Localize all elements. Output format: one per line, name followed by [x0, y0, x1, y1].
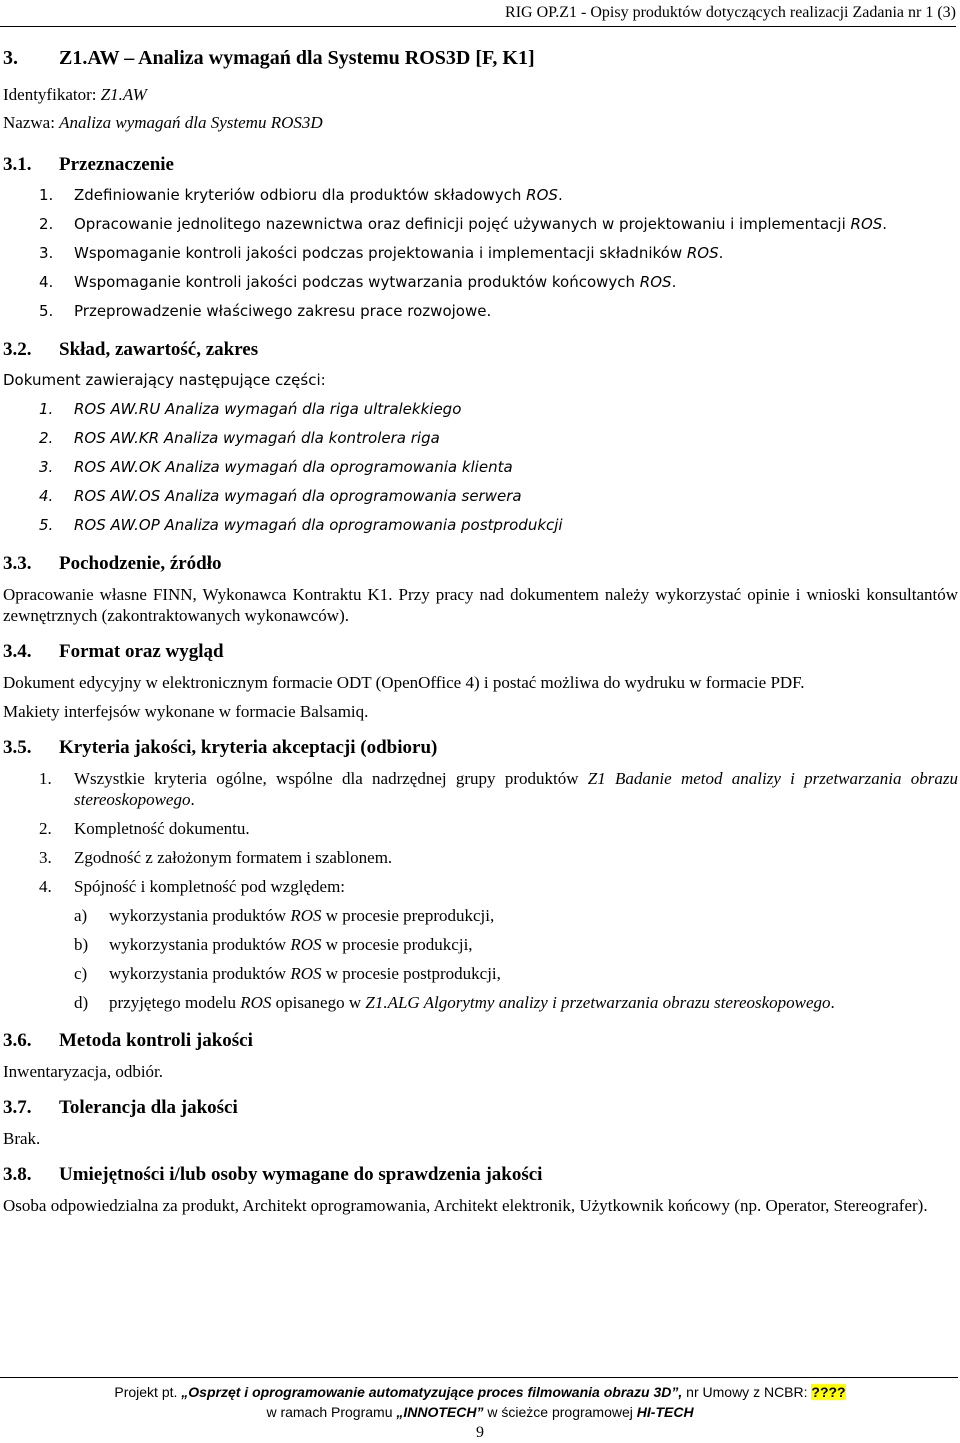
- subsection-heading-3-8: 3.8. Umiejętności i/lub osoby wymagane do sprawdzenia jakości: [3, 1164, 543, 1185]
- list-item: 5. ROS AW.OP Analiza wymagań dla oprogramowania postprodukcji: [39, 516, 563, 534]
- subsection-heading-3-2: 3.2. Skład, zawartość, zakres: [3, 339, 259, 360]
- list-item: 2. ROS AW.KR Analiza wymagań dla kontrolera riga: [39, 429, 440, 447]
- footer-line-1: Projekt pt. „Osprzęt i oprogramowanie automatyzujące proces filmowania obrazu 3D”, nr Umowy z NCBR: ????: [114, 1384, 846, 1400]
- list-item: 5. Przeprowadzenie właściwego zakresu prace rozwojowe.: [39, 302, 492, 320]
- list-item: a) wykorzystania produktów ROS w procesie preprodukcji,: [74, 906, 495, 925]
- page-number: 9: [476, 1424, 484, 1441]
- subsection-heading-3-1: 3.1. Przeznaczenie: [3, 154, 174, 175]
- list-item: 4. ROS AW.OS Analiza wymagań dla oprogramowania serwera: [39, 487, 522, 505]
- running-header: RIG OP.Z1 - Opisy produktów dotyczących realizacji Zadania nr 1 (3): [0, 2, 956, 27]
- subsection-heading-3-4: 3.4. Format oraz wygląd: [3, 641, 224, 662]
- list-item: 1. Wszystkie kryteria ogólne, wspólne dla nadrzędnej grupy produktów Z1 Badanie metod analizy i przetwarzania obrazu stereoskopowego.: [39, 769, 958, 809]
- document-body: [3, 46, 958, 1224]
- footer-divider: [0, 1377, 958, 1378]
- list-item: 2. Kompletność dokumentu.: [39, 819, 250, 838]
- criteria-list: [3, 768, 958, 897]
- origin-text: Opracowanie własne FINN, Wykonawca Kontraktu K1. Przy pracy nad dokumentem należy wykorzystać opinie i wnioski konsultantów zewnętrznych (zakontraktowanych wykonawców).: [3, 585, 958, 625]
- tolerance-text: Brak.: [3, 1129, 41, 1148]
- running-footer: [0, 1382, 960, 1422]
- format-text-1: Dokument edycyjny w elektronicznym formacie ODT (OpenOffice 4) i postać możliwa do wydruku w formacie PDF.: [3, 673, 805, 692]
- footer-line-2: w ramach Programu „INNOTECH” w ścieżce programowej HI-TECH: [266, 1404, 694, 1420]
- subsection-heading-3-3: 3.3. Pochodzenie, źródło: [3, 553, 222, 574]
- list-item: 4. Spójność i kompletność pod względem:: [39, 877, 346, 896]
- name-line: Nazwa: Analiza wymagań dla Systemu ROS3D: [3, 113, 323, 132]
- list-item: d) przyjętego modelu ROS opisanego w Z1.ALG Algorytmy analizy i przetwarzania obrazu stereoskopowego.: [74, 993, 835, 1012]
- list-item: 2. Opracowanie jednolitego nazewnictwa oraz definicji pojęć używanych w projektowaniu i implementacji ROS.: [39, 215, 888, 233]
- control-method-text: Inwentaryzacja, odbiór.: [3, 1062, 164, 1081]
- list-item: 1. ROS AW.RU Analiza wymagań dla riga ultralekkiego: [39, 400, 462, 418]
- composition-list: [3, 399, 958, 536]
- section-title: 3. Z1.AW – Analiza wymagań dla Systemu ROS3D [F, K1]: [3, 47, 535, 69]
- subsection-heading-3-7: 3.7. Tolerancja dla jakości: [3, 1097, 238, 1118]
- composition-intro: Dokument zawierający następujące części:: [3, 371, 326, 389]
- skills-text: Osoba odpowiedzialna za produkt, Architekt oprogramowania, Architekt elektronik, Użytkownik końcowy (np. Operator, Stereografer).: [3, 1196, 928, 1215]
- list-item: b) wykorzystania produktów ROS w procesie produkcji,: [74, 935, 473, 954]
- list-item: 3. Wspomaganie kontroli jakości podczas projektowania i implementacji składników ROS.: [39, 244, 724, 262]
- list-item: 1. Zdefiniowanie kryteriów odbioru dla produktów składowych ROS.: [39, 186, 563, 204]
- list-item: 3. ROS AW.OK Analiza wymagań dla oprogramowania klienta: [39, 458, 513, 476]
- list-item: 3. Zgodność z założonym formatem i szablonem.: [39, 848, 393, 867]
- format-text-2: Makiety interfejsów wykonane w formacie Balsamiq.: [3, 702, 369, 721]
- list-item: 4. Wspomaganie kontroli jakości podczas wytwarzania produktów końcowych ROS.: [39, 273, 677, 291]
- criteria-sublist: [3, 905, 958, 1013]
- subsection-heading-3-5: 3.5. Kryteria jakości, kryteria akceptacji (odbioru): [3, 737, 438, 758]
- subsection-heading-3-6: 3.6. Metoda kontroli jakości: [3, 1030, 253, 1051]
- list-item: c) wykorzystania produktów ROS w procesie postprodukcji,: [74, 964, 501, 983]
- identifier-line: Identyfikator: Z1.AW: [3, 85, 147, 104]
- purpose-list: [3, 185, 958, 322]
